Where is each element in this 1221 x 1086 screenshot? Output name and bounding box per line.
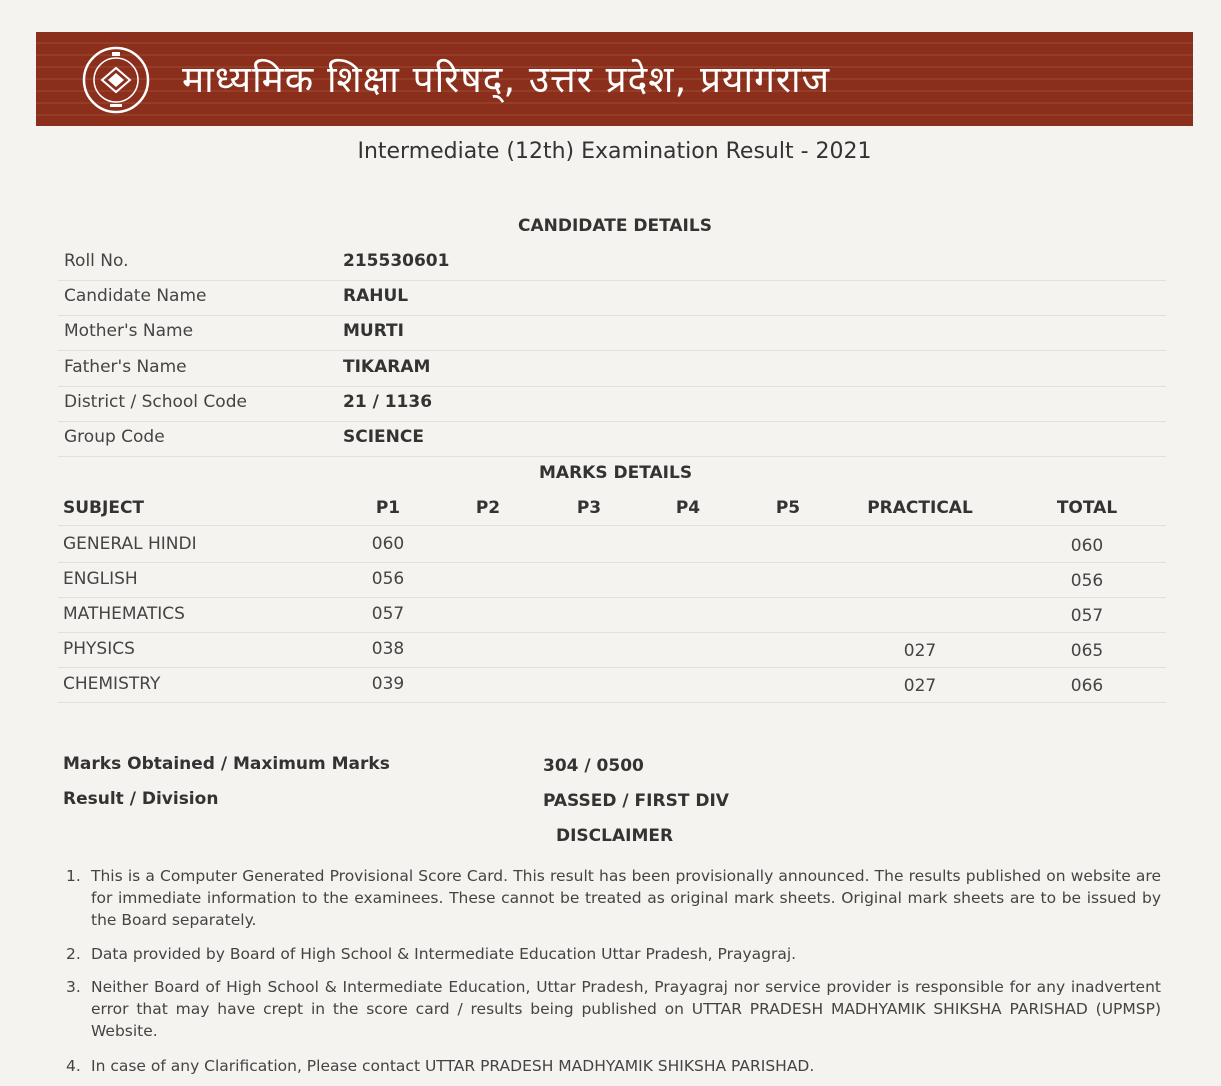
marks-details-heading: MARKS DETAILS (539, 463, 693, 483)
disclaimer-text: Neither Board of High School & Intermediate Education, Uttar Pradesh, Prayagraj nor service provider is responsible for any inadvertent error that may have crept in the score card / results being published on UTTAR PRADESH MADHYAMIK SHIKSHA PARISHAD (UPMSP) Website. (91, 978, 1161, 1040)
subject-cell: GENERAL HINDI (63, 534, 197, 554)
total-cell: 066 (1070, 676, 1104, 696)
disclaimer-number: 1. (66, 867, 81, 885)
exam-title: Intermediate (12th) Examination Result - 2021 (357, 139, 872, 164)
p1-cell: 057 (371, 604, 405, 624)
field-value: 215530601 (343, 251, 450, 271)
result-division-value: PASSED / FIRST DIV (543, 791, 729, 811)
subject-cell: MATHEMATICS (63, 604, 185, 624)
table-row (58, 527, 1166, 563)
subject-cell: ENGLISH (63, 569, 138, 589)
table-row (58, 632, 1166, 668)
total-cell: 057 (1070, 606, 1104, 626)
field-label: Group Code (64, 427, 165, 447)
field-value: SCIENCE (343, 427, 424, 447)
disclaimer-number: 3. (66, 978, 81, 996)
col-practical: PRACTICAL (867, 498, 973, 518)
table-row (58, 667, 1166, 703)
upmsp-emblem-icon (82, 42, 150, 118)
subject-cell: CHEMISTRY (63, 674, 161, 694)
p1-cell: 060 (371, 534, 405, 554)
total-cell: 056 (1070, 571, 1104, 591)
col-p2: P2 (475, 498, 501, 518)
candidate-row-roll (58, 245, 1166, 281)
result-division-label: Result / Division (63, 789, 219, 809)
candidate-row-group (58, 421, 1166, 457)
candidate-row-district (58, 386, 1166, 422)
field-label: District / School Code (64, 392, 247, 412)
field-label: Father's Name (64, 357, 187, 377)
disclaimer-item (66, 1055, 1161, 1077)
disclaimer-item (66, 865, 1161, 931)
col-p3: P3 (576, 498, 602, 518)
field-label: Roll No. (64, 251, 129, 271)
practical-cell: 027 (903, 676, 937, 696)
field-value: TIKARAM (343, 357, 431, 377)
col-p1: P1 (375, 498, 401, 518)
candidate-row-mother (58, 315, 1166, 351)
col-p5: P5 (775, 498, 801, 518)
total-cell: 065 (1070, 641, 1104, 661)
field-label: Candidate Name (64, 286, 207, 306)
practical-cell: 027 (903, 641, 937, 661)
total-cell: 060 (1070, 536, 1104, 556)
candidate-details-heading: CANDIDATE DETAILS (518, 216, 712, 236)
col-total: TOTAL (1056, 498, 1118, 518)
table-row (58, 562, 1166, 598)
p1-cell: 056 (371, 569, 405, 589)
disclaimer-text: Data provided by Board of High School & Intermediate Education Uttar Pradesh, Prayagraj. (91, 945, 797, 963)
disclaimer-item (66, 943, 1161, 965)
field-value: MURTI (343, 321, 404, 341)
col-subject: SUBJECT (63, 498, 145, 518)
field-value: RAHUL (343, 286, 409, 306)
subject-cell: PHYSICS (63, 639, 135, 659)
disclaimer-item (66, 976, 1161, 1042)
disclaimer-text: This is a Computer Generated Provisional Score Card. This result has been provisionally announced. The results published on website are for immediate information to the examinees. These cannot be treated as original mark sheets. Original mark sheets are to be issued by the Board separately. (91, 867, 1161, 929)
disclaimer-heading: DISCLAIMER (556, 826, 674, 846)
table-row (58, 597, 1166, 633)
board-name: माध्यमिक शिक्षा परिषद्, उत्तर प्रदेश, प्रयागराज (182, 58, 831, 101)
field-value: 21 / 1136 (343, 392, 433, 412)
field-label: Mother's Name (64, 321, 194, 341)
disclaimer-number: 4. (66, 1057, 81, 1075)
disclaimer-number: 2. (66, 945, 81, 963)
candidate-row-name (58, 280, 1166, 316)
col-p4: P4 (675, 498, 701, 518)
p1-cell: 038 (371, 639, 405, 659)
disclaimer-text: In case of any Clarification, Please contact UTTAR PRADESH MADHYAMIK SHIKSHA PARISHAD. (91, 1057, 815, 1075)
marks-header-row (58, 490, 1166, 526)
candidate-row-father (58, 351, 1166, 387)
marks-obtained-value: 304 / 0500 (543, 756, 644, 776)
p1-cell: 039 (371, 674, 405, 694)
marks-obtained-label: Marks Obtained / Maximum Marks (63, 754, 390, 774)
